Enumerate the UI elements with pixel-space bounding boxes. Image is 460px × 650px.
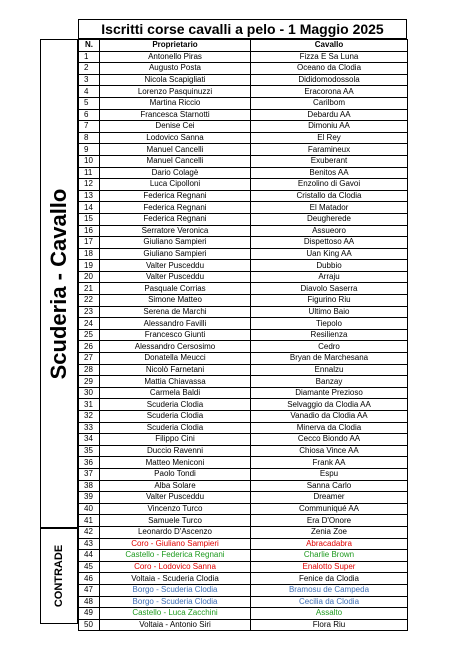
- horse-cell: Dreamer: [251, 492, 408, 504]
- horse-cell: Debardu AA: [251, 109, 408, 121]
- horse-cell: El Rey: [251, 132, 408, 144]
- owner-cell: Serratore Veronica: [100, 225, 251, 237]
- owner-cell: Manuel Cancelli: [100, 155, 251, 167]
- horse-cell: Cecco Biondo AA: [251, 434, 408, 446]
- owner-cell: Dario Colagè: [100, 167, 251, 179]
- table-row: [79, 538, 408, 550]
- table-row: [79, 306, 408, 318]
- owner-cell: Scuderia Clodia: [100, 422, 251, 434]
- row-number: 46: [79, 573, 100, 585]
- row-number: 39: [79, 492, 100, 504]
- table-row: [79, 74, 408, 86]
- owner-cell: Giuliano Sampieri: [100, 237, 251, 249]
- row-number: 16: [79, 225, 100, 237]
- table-row: [79, 584, 408, 596]
- row-number: 14: [79, 202, 100, 214]
- horse-cell: Oceano da Clodia: [251, 63, 408, 75]
- header-number: N.: [79, 40, 100, 52]
- table-row: [79, 329, 408, 341]
- owner-cell: Voltaia - Scuderia Clodia: [100, 573, 251, 585]
- owner-cell: Federica Regnani: [100, 202, 251, 214]
- table-row: [79, 608, 408, 620]
- horse-cell: Uan King AA: [251, 248, 408, 260]
- row-number: 9: [79, 144, 100, 156]
- owner-cell: Borgo - Scuderia Clodia: [100, 584, 251, 596]
- table-row: [79, 573, 408, 585]
- row-number: 49: [79, 608, 100, 620]
- row-number: 30: [79, 387, 100, 399]
- row-number: 27: [79, 353, 100, 365]
- table-row: [79, 190, 408, 202]
- row-number: 25: [79, 329, 100, 341]
- row-number: 4: [79, 86, 100, 98]
- table-row: [79, 318, 408, 330]
- row-number: 35: [79, 445, 100, 457]
- horse-cell: Minerva da Clodia: [251, 422, 408, 434]
- horse-cell: Chiosa Vince AA: [251, 445, 408, 457]
- table-row: [79, 225, 408, 237]
- row-number: 8: [79, 132, 100, 144]
- row-number: 7: [79, 121, 100, 133]
- table-header-row: [79, 40, 408, 52]
- owner-cell: Mattia Chiavassa: [100, 376, 251, 388]
- horse-cell: Communiqué AA: [251, 503, 408, 515]
- horse-cell: Fizza E Sa Luna: [251, 51, 408, 63]
- row-number: 28: [79, 364, 100, 376]
- horse-cell: Flora Riu: [251, 619, 408, 631]
- table-row: [79, 295, 408, 307]
- table-row: [79, 376, 408, 388]
- table-row: [79, 341, 408, 353]
- horse-cell: Cedro: [251, 341, 408, 353]
- owner-cell: Lodovico Sanna: [100, 132, 251, 144]
- owner-cell: Castello - Federica Regnani: [100, 550, 251, 562]
- table-row: [79, 619, 408, 631]
- row-number: 43: [79, 538, 100, 550]
- horse-cell: Era D'Onore: [251, 515, 408, 527]
- entries-table: [78, 39, 408, 631]
- header-horse: Cavallo: [251, 40, 408, 52]
- horse-cell: Assalto: [251, 608, 408, 620]
- table-row: [79, 399, 408, 411]
- section-label-contrade: [40, 528, 78, 624]
- row-number: 26: [79, 341, 100, 353]
- table-row: [79, 480, 408, 492]
- horse-cell: Diamante Prezioso: [251, 387, 408, 399]
- horse-cell: Faramineux: [251, 144, 408, 156]
- horse-cell: Deugherede: [251, 213, 408, 225]
- owner-cell: Nicola Scapigliati: [100, 74, 251, 86]
- section-label-scuderia: [40, 39, 78, 528]
- horse-cell: Diavolo Saserra: [251, 283, 408, 295]
- row-number: 24: [79, 318, 100, 330]
- horse-cell: Charlie Brown: [251, 550, 408, 562]
- horse-cell: Ultimo Baio: [251, 306, 408, 318]
- owner-cell: Duccio Ravenni: [100, 445, 251, 457]
- horse-cell: Sanna Carlo: [251, 480, 408, 492]
- table-row: [79, 121, 408, 133]
- table-row: [79, 167, 408, 179]
- horse-cell: Frank AA: [251, 457, 408, 469]
- table-row: [79, 503, 408, 515]
- table-row: [79, 526, 408, 538]
- horse-cell: Assueoro: [251, 225, 408, 237]
- owner-cell: Leonardo D'Ascenzo: [100, 526, 251, 538]
- row-number: 37: [79, 468, 100, 480]
- owner-cell: Valter Pusceddu: [100, 492, 251, 504]
- owner-cell: Donatella Meucci: [100, 353, 251, 365]
- row-number: 18: [79, 248, 100, 260]
- table-row: [79, 515, 408, 527]
- table-row: [79, 468, 408, 480]
- table-row: [79, 492, 408, 504]
- row-number: 15: [79, 213, 100, 225]
- table-row: [79, 434, 408, 446]
- owner-cell: Augusto Posta: [100, 63, 251, 75]
- row-number: 20: [79, 271, 100, 283]
- owner-cell: Paolo Tondi: [100, 468, 251, 480]
- table-row: [79, 179, 408, 191]
- horse-cell: Bramosu de Campeda: [251, 584, 408, 596]
- row-number: 5: [79, 97, 100, 109]
- owner-cell: Vincenzo Turco: [100, 503, 251, 515]
- table-body: [79, 51, 408, 631]
- owner-cell: Antonello Piras: [100, 51, 251, 63]
- table-row: [79, 109, 408, 121]
- horse-cell: Espu: [251, 468, 408, 480]
- horse-cell: El Matador: [251, 202, 408, 214]
- table-row: [79, 248, 408, 260]
- owner-cell: Serena de Marchi: [100, 306, 251, 318]
- table-row: [79, 260, 408, 272]
- row-number: 21: [79, 283, 100, 295]
- horse-cell: Tiepolo: [251, 318, 408, 330]
- owner-cell: Francesco Giunti: [100, 329, 251, 341]
- row-number: 40: [79, 503, 100, 515]
- owner-cell: Alba Solare: [100, 480, 251, 492]
- horse-cell: Abracadabra: [251, 538, 408, 550]
- table-row: [79, 237, 408, 249]
- horse-cell: Exuberant: [251, 155, 408, 167]
- row-number: 22: [79, 295, 100, 307]
- horse-cell: Enzolino di Gavoi: [251, 179, 408, 191]
- horse-cell: Fenice da Clodia: [251, 573, 408, 585]
- table-row: [79, 132, 408, 144]
- owner-cell: Valter Pusceddu: [100, 260, 251, 272]
- owner-cell: Valter Pusceddu: [100, 271, 251, 283]
- row-number: 11: [79, 167, 100, 179]
- owner-cell: Scuderia Clodia: [100, 411, 251, 423]
- table-row: [79, 271, 408, 283]
- horse-cell: Dididomodossola: [251, 74, 408, 86]
- table-row: [79, 51, 408, 63]
- section-label-contrade-text: CONTRADE: [53, 544, 65, 608]
- table-row: [79, 550, 408, 562]
- row-number: 19: [79, 260, 100, 272]
- table-row: [79, 596, 408, 608]
- owner-cell: Lorenzo Pasquinuzzi: [100, 86, 251, 98]
- owner-cell: Filippo Cini: [100, 434, 251, 446]
- row-number: 41: [79, 515, 100, 527]
- header-owner: Proprietario: [100, 40, 251, 52]
- owner-cell: Martina Riccio: [100, 97, 251, 109]
- owner-cell: Alessandro Cersosimo: [100, 341, 251, 353]
- owner-cell: Manuel Cancelli: [100, 144, 251, 156]
- owner-cell: Scuderia Clodia: [100, 399, 251, 411]
- horse-cell: Dubbio: [251, 260, 408, 272]
- owner-cell: Samuele Turco: [100, 515, 251, 527]
- row-number: 3: [79, 74, 100, 86]
- owner-cell: Denise Cei: [100, 121, 251, 133]
- horse-cell: Bryan de Marchesana: [251, 353, 408, 365]
- table-row: [79, 445, 408, 457]
- owner-cell: Coro - Giuliano Sampieri: [100, 538, 251, 550]
- owner-cell: Simone Matteo: [100, 295, 251, 307]
- table-row: [79, 422, 408, 434]
- owner-cell: Federica Regnani: [100, 190, 251, 202]
- horse-cell: Cristallo da Clodia: [251, 190, 408, 202]
- row-number: 1: [79, 51, 100, 63]
- owner-cell: Pasquale Corrias: [100, 283, 251, 295]
- table-row: [79, 457, 408, 469]
- horse-cell: Banzay: [251, 376, 408, 388]
- table-row: [79, 202, 408, 214]
- row-number: 47: [79, 584, 100, 596]
- table-row: [79, 364, 408, 376]
- table-row: [79, 63, 408, 75]
- row-number: 6: [79, 109, 100, 121]
- row-number: 34: [79, 434, 100, 446]
- row-number: 23: [79, 306, 100, 318]
- row-number: 10: [79, 155, 100, 167]
- row-number: 48: [79, 596, 100, 608]
- horse-cell: Eracorona AA: [251, 86, 408, 98]
- horse-cell: Cecilia da Clodia: [251, 596, 408, 608]
- table-row: [79, 283, 408, 295]
- horse-cell: Zenia Zoe: [251, 526, 408, 538]
- owner-cell: Nicolò Farnetani: [100, 364, 251, 376]
- row-number: 2: [79, 63, 100, 75]
- owner-cell: Luca Cipolloni: [100, 179, 251, 191]
- row-number: 45: [79, 561, 100, 573]
- horse-cell: Selvaggio da Clodia AA: [251, 399, 408, 411]
- owner-cell: Alessandro Favilli: [100, 318, 251, 330]
- row-number: 38: [79, 480, 100, 492]
- page-title: Iscritti corse cavalli a pelo - 1 Maggio 2025: [78, 19, 407, 39]
- owner-cell: Voltaia - Antonio Siri: [100, 619, 251, 631]
- row-number: 12: [79, 179, 100, 191]
- row-number: 13: [79, 190, 100, 202]
- horse-cell: Arraju: [251, 271, 408, 283]
- owner-cell: Federica Regnani: [100, 213, 251, 225]
- horse-cell: Enalotto Super: [251, 561, 408, 573]
- table-row: [79, 144, 408, 156]
- horse-cell: Resilienza: [251, 329, 408, 341]
- table-row: [79, 97, 408, 109]
- owner-cell: Giuliano Sampieri: [100, 248, 251, 260]
- horse-cell: Dimoniu AA: [251, 121, 408, 133]
- table-row: [79, 86, 408, 98]
- owner-cell: Coro - Lodovico Sanna: [100, 561, 251, 573]
- owner-cell: Francesca Starnotti: [100, 109, 251, 121]
- table-row: [79, 411, 408, 423]
- row-number: 29: [79, 376, 100, 388]
- horse-cell: Figurino Riu: [251, 295, 408, 307]
- owner-cell: Borgo - Scuderia Clodia: [100, 596, 251, 608]
- owner-cell: Carmela Baldi: [100, 387, 251, 399]
- table-row: [79, 155, 408, 167]
- row-number: 32: [79, 411, 100, 423]
- row-number: 36: [79, 457, 100, 469]
- row-number: 50: [79, 619, 100, 631]
- table-row: [79, 353, 408, 365]
- horse-cell: Carilbom: [251, 97, 408, 109]
- row-number: 33: [79, 422, 100, 434]
- owner-cell: Matteo Meniconi: [100, 457, 251, 469]
- horse-cell: Benitos AA: [251, 167, 408, 179]
- horse-cell: Dispettoso AA: [251, 237, 408, 249]
- horse-cell: Vanadio da Clodia AA: [251, 411, 408, 423]
- row-number: 44: [79, 550, 100, 562]
- section-label-scuderia-text: Scuderia - Cavallo: [46, 188, 71, 379]
- table-row: [79, 387, 408, 399]
- horse-cell: Ennalzu: [251, 364, 408, 376]
- row-number: 17: [79, 237, 100, 249]
- owner-cell: Castello - Luca Zacchini: [100, 608, 251, 620]
- table-row: [79, 561, 408, 573]
- table-row: [79, 213, 408, 225]
- row-number: 42: [79, 526, 100, 538]
- row-number: 31: [79, 399, 100, 411]
